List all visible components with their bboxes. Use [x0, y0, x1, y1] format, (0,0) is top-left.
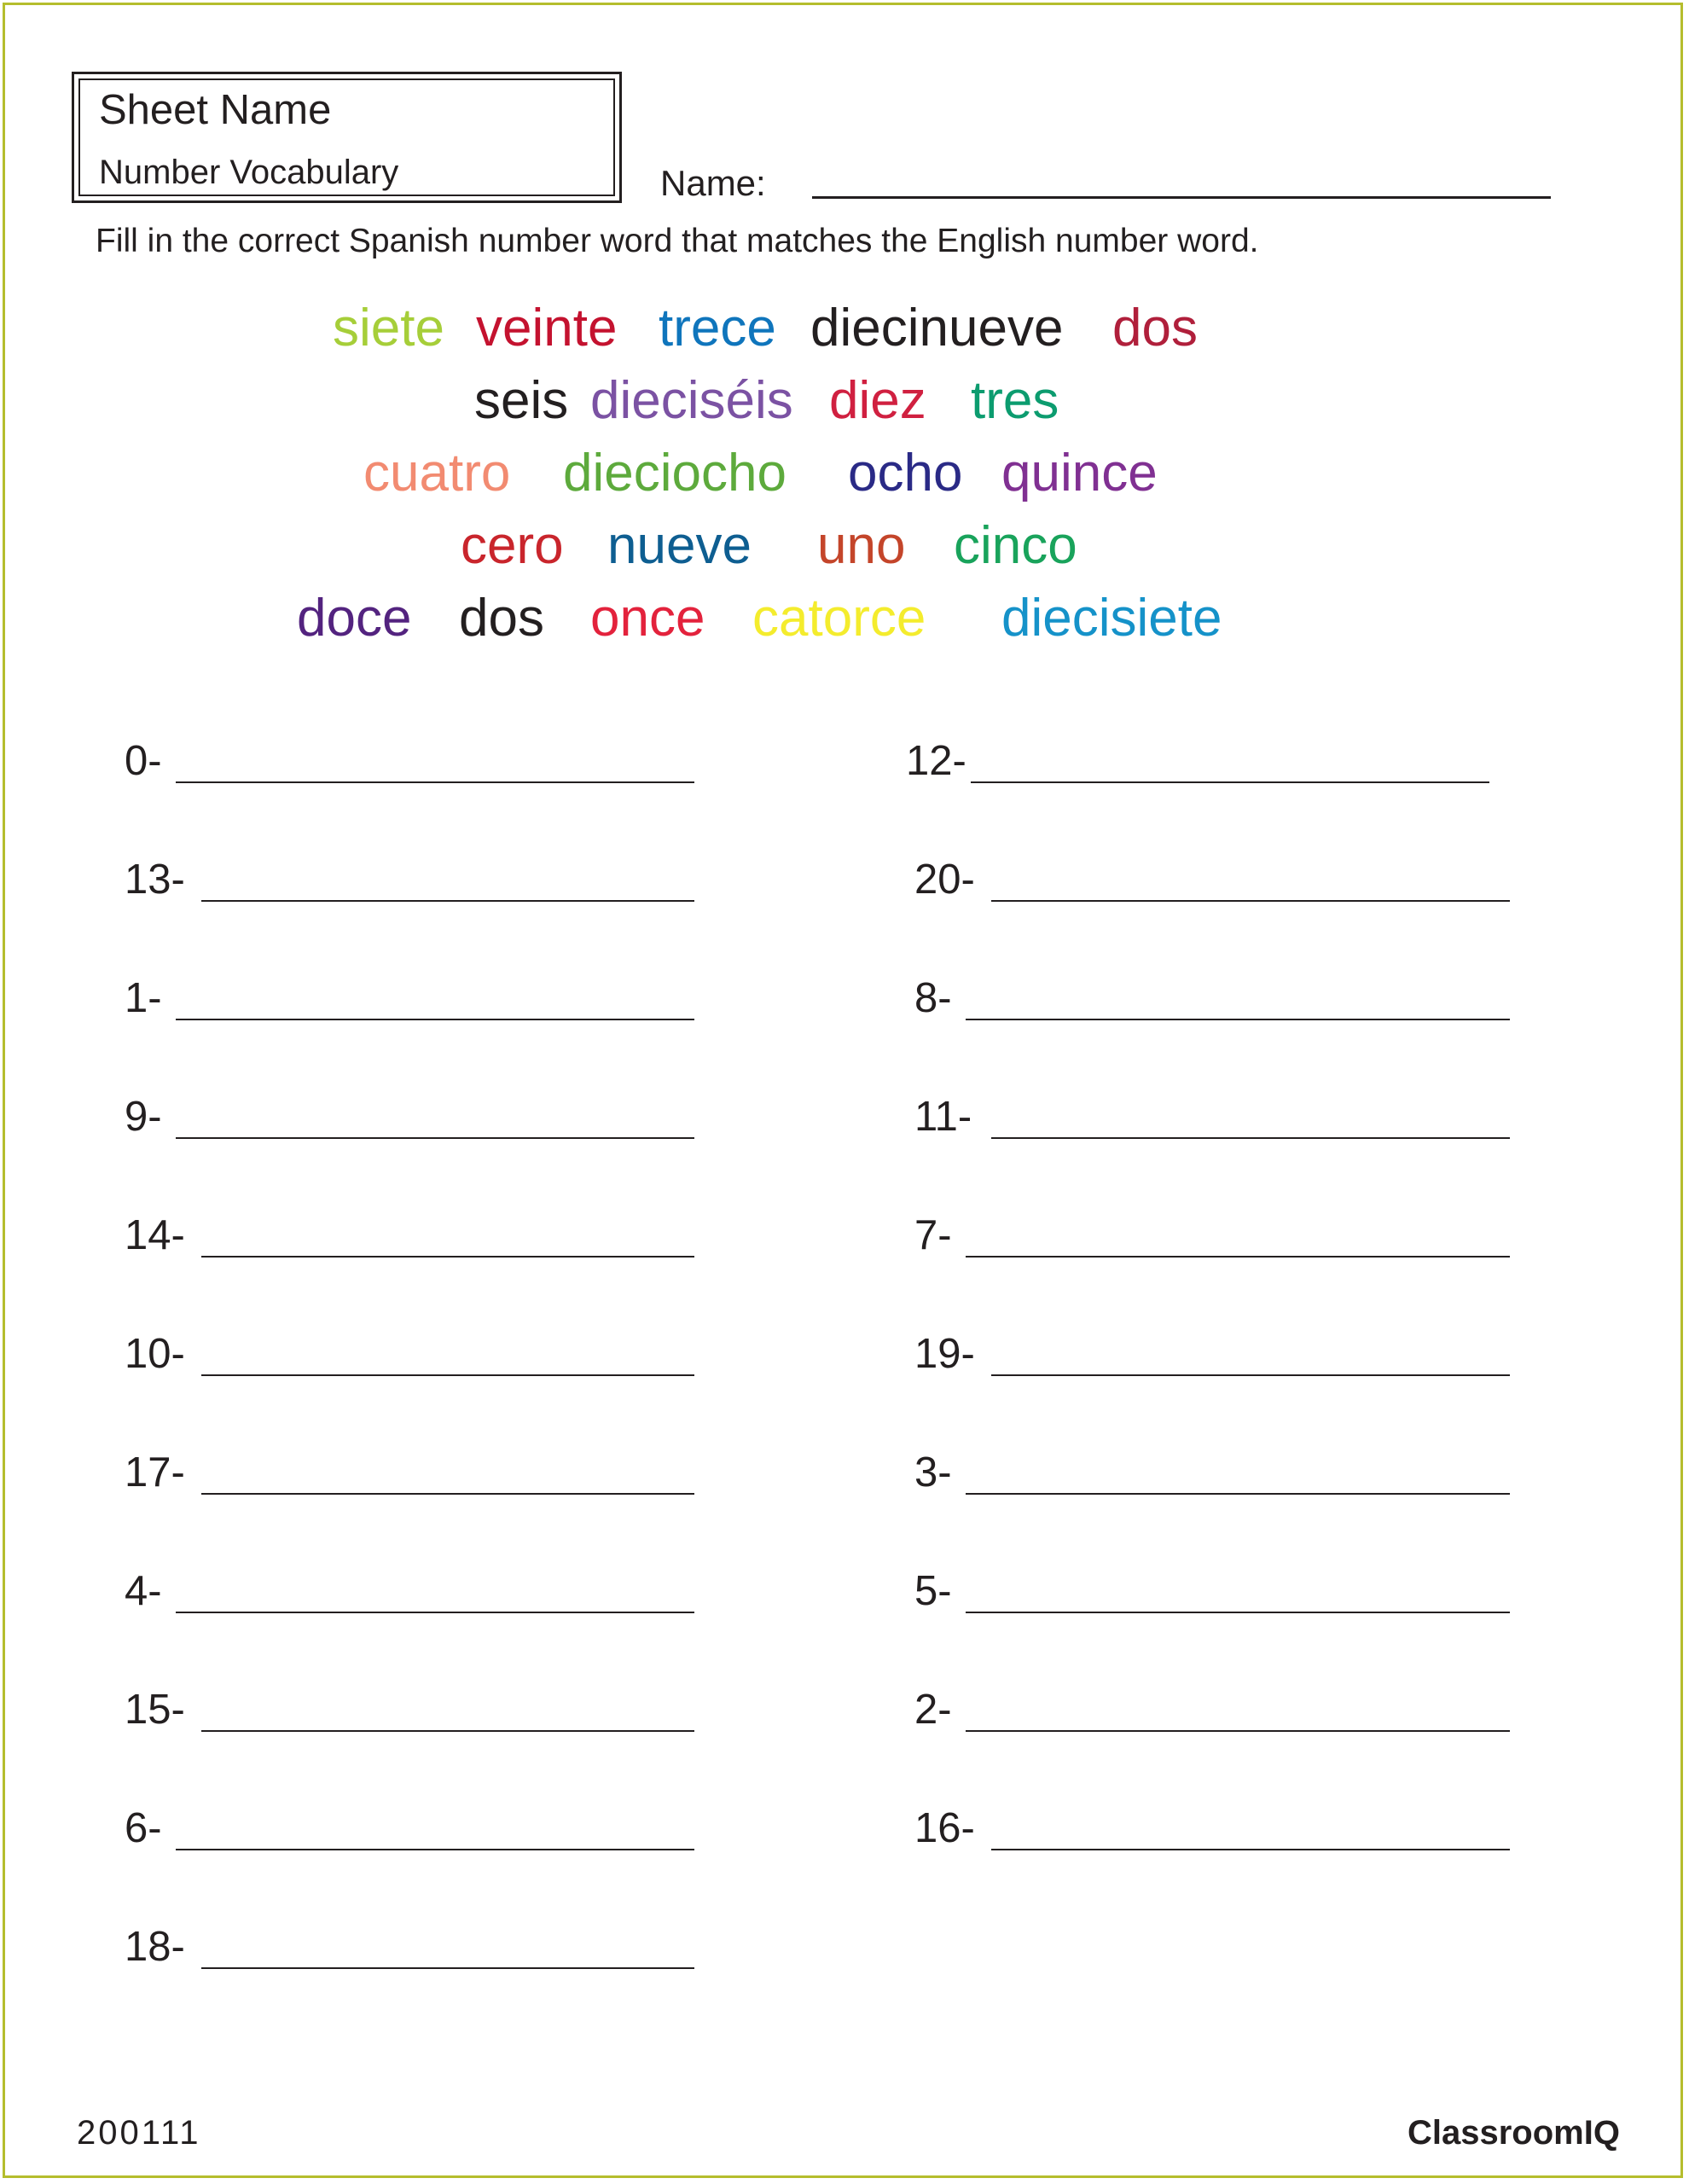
word-bank-word: diecisiete	[1001, 589, 1222, 648]
answer-blank[interactable]	[966, 1730, 1510, 1732]
answer-blank[interactable]	[201, 1493, 694, 1495]
answer-blank[interactable]	[991, 1374, 1510, 1376]
word-bank-row-5	[0, 584, 1689, 653]
word-bank-word: cuatro	[363, 444, 511, 502]
word-bank-row-2	[0, 367, 1689, 435]
exercise-number: 6-	[125, 1805, 162, 1851]
exercise-number: 16-	[914, 1805, 975, 1851]
answer-blank[interactable]	[971, 781, 1489, 783]
answer-blank[interactable]	[201, 1967, 694, 1969]
word-bank-word: quince	[1001, 444, 1158, 502]
word-bank-word: cero	[461, 516, 564, 575]
answer-blank[interactable]	[966, 1256, 1510, 1258]
exercise-number: 0-	[125, 738, 162, 784]
exercise-number: 19-	[914, 1331, 975, 1377]
word-bank-word: diecinueve	[810, 299, 1064, 357]
answer-blank[interactable]	[966, 1019, 1510, 1020]
exercise-number: 2-	[914, 1687, 952, 1733]
answer-blank[interactable]	[201, 900, 694, 902]
answer-blank[interactable]	[966, 1493, 1510, 1495]
answer-blank[interactable]	[991, 1849, 1510, 1850]
exercise-number: 5-	[914, 1568, 952, 1614]
word-bank-word: cinco	[954, 516, 1077, 575]
answer-blank[interactable]	[176, 1849, 694, 1850]
answer-blank[interactable]	[176, 1612, 694, 1613]
exercise-number: 11-	[914, 1094, 972, 1140]
name-label: Name:	[660, 163, 766, 203]
answer-blank[interactable]	[176, 1137, 694, 1139]
worksheet-code: 200111	[77, 2114, 201, 2152]
answer-blank[interactable]	[991, 1137, 1510, 1139]
sheet-name-box-inner	[78, 78, 615, 196]
exercise-number: 14-	[125, 1212, 185, 1258]
sheet-title: Number Vocabulary	[99, 154, 399, 191]
brand-name: ClassroomIQ	[1408, 2114, 1620, 2152]
word-bank-word: uno	[817, 516, 906, 575]
word-bank-word: dieciséis	[590, 371, 793, 430]
answer-blank[interactable]	[201, 1730, 694, 1732]
sheet-name-box	[72, 72, 622, 203]
word-bank-word: dos	[1112, 299, 1198, 357]
exercise-number: 1-	[125, 975, 162, 1021]
word-bank-row-3	[0, 439, 1689, 508]
instructions: Fill in the correct Spanish number word that matches the English number word.	[96, 223, 1259, 259]
word-bank-row-4	[0, 512, 1689, 580]
answer-blank[interactable]	[176, 781, 694, 783]
exercise-number: 15-	[125, 1687, 185, 1733]
answer-blank[interactable]	[991, 900, 1510, 902]
word-bank-word: doce	[297, 589, 412, 648]
exercise-number: 7-	[914, 1212, 952, 1258]
answer-blank[interactable]	[201, 1374, 694, 1376]
word-bank-word: tres	[971, 371, 1059, 430]
exercise-number: 8-	[914, 975, 952, 1021]
word-bank-word: siete	[333, 299, 444, 357]
word-bank-word: diez	[829, 371, 926, 430]
exercise-number: 13-	[125, 857, 185, 903]
exercise-number: 9-	[125, 1094, 162, 1140]
answer-blank[interactable]	[966, 1612, 1510, 1613]
word-bank-word: ocho	[848, 444, 963, 502]
word-bank-word: catorce	[752, 589, 926, 648]
answer-blank[interactable]	[201, 1256, 694, 1258]
name-field[interactable]	[812, 196, 1551, 199]
word-bank-word: veinte	[476, 299, 618, 357]
exercise-number: 3-	[914, 1449, 952, 1496]
word-bank-word: trece	[659, 299, 776, 357]
word-bank-word: once	[590, 589, 705, 648]
exercise-number: 18-	[125, 1924, 185, 1970]
word-bank-word: nueve	[607, 516, 752, 575]
exercise-number: 4-	[125, 1568, 162, 1614]
word-bank-row-1	[0, 294, 1689, 363]
sheet-name-label: Sheet Name	[99, 87, 332, 133]
exercise-number: 20-	[914, 857, 975, 903]
exercise-number: 10-	[125, 1331, 185, 1377]
word-bank-word: dos	[459, 589, 544, 648]
word-bank-word: dieciocho	[563, 444, 786, 502]
word-bank-word: seis	[474, 371, 569, 430]
exercise-number: 17-	[125, 1449, 185, 1496]
exercise-number: 12-	[906, 738, 966, 784]
answer-blank[interactable]	[176, 1019, 694, 1020]
